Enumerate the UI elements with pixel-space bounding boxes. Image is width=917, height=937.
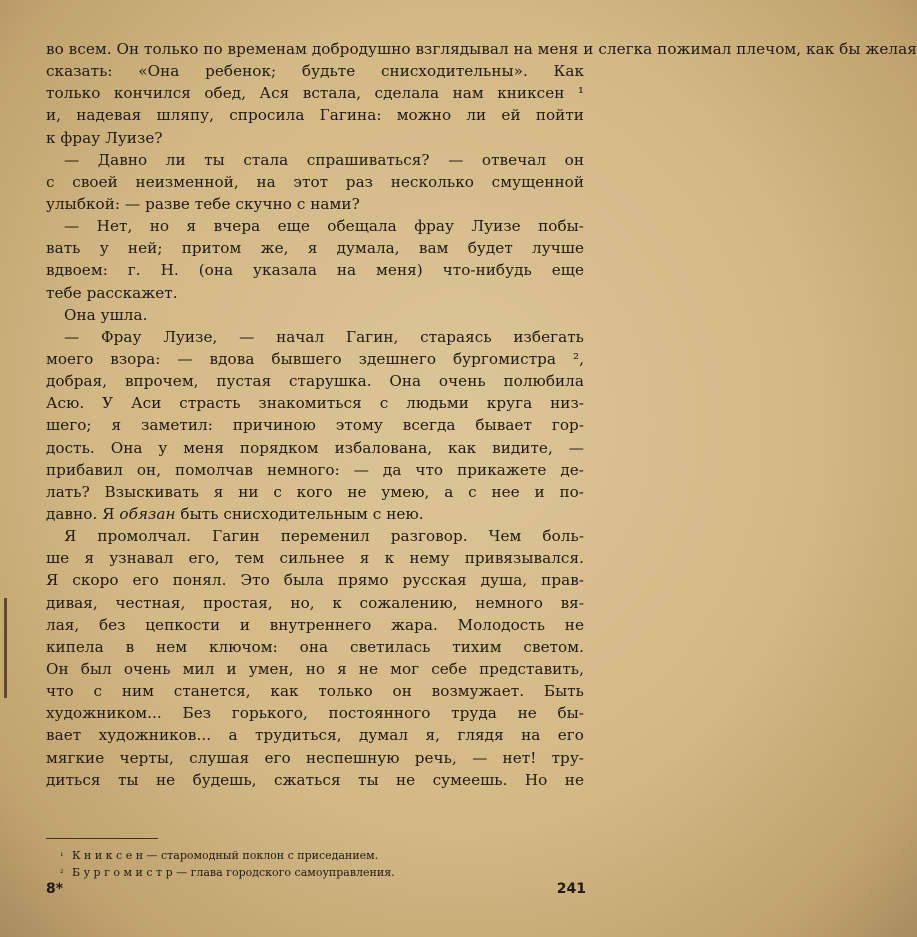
body-text: [46, 38, 917, 791]
text-line: дивая, честная, простая, но, к сожалению, немного вя-: [46, 593, 584, 612]
text-line: вдвоем: г. Н. (она указала на меня) что-нибудь еще: [46, 261, 584, 280]
text-line: лая, без цепкости и внутреннего жара. Молодость не: [46, 615, 584, 634]
text-line: улыбкой: — разве тебе скучно с нами?: [46, 194, 360, 213]
text-line: вать у ней; притом же, я думала, вам будет лучше: [46, 239, 584, 258]
text-line: Я скоро его понял. Это была прямо русская душа, прав-: [46, 571, 584, 590]
text-line: Я промолчал. Гагин переменил разговор. Чем боль-: [64, 527, 584, 546]
footnote-divider: [46, 838, 158, 839]
text-line: — Давно ли ты стала спрашиваться? — отвечал он: [64, 150, 584, 169]
text-line: — Фрау Луизе, — начал Гагин, стараясь избегать: [64, 327, 584, 346]
text-line: — Нет, но я вчера еще обещала фрау Луизе побы-: [64, 217, 584, 236]
text-line: Асю. У Аси страсть знакомиться с людьми круга низ-: [46, 394, 584, 413]
text-line: к фрау Луизе?: [46, 128, 163, 147]
footnote-2: [60, 865, 580, 882]
footnote-text: К н и к с е н — старомодный поклон с приседанием.: [72, 849, 379, 862]
footnote-mark: ¹: [60, 852, 64, 862]
text-line: лать? Взыскивать я ни с кого не умею, а с нее и по-: [46, 482, 584, 501]
page-footer: [46, 881, 586, 901]
signature-mark: 8*: [46, 881, 64, 897]
text-line: прибавил он, помолчав немного: — да что прикажете де-: [46, 460, 584, 479]
text-line: шего; я заметил: причиною этому всегда бывает гор-: [46, 416, 584, 435]
text-line: кипела в нем ключом: она светилась тихим светом.: [46, 637, 584, 656]
text-line: дость. Она у меня порядком избалована, как видите, —: [46, 438, 584, 457]
text-line: и, надевая шляпу, спросила Гагина: можно ли ей пойти: [46, 106, 584, 125]
text-line: во всем. Он только по временам добродушно взглядывал на меня и слегка пожимал плечом, как бы желая: [46, 40, 917, 58]
text-line: мягкие черты, слушая его неспешную речь, — нет! тру-: [46, 748, 584, 767]
text-line: Он был очень мил и умен, но я не мог себе представить,: [46, 659, 584, 678]
binding-edge-mark: [4, 598, 7, 698]
text-line: сказать: «Она ребенок; будьте снисходительны». Как: [46, 62, 584, 81]
text-line: добрая, впрочем, пустая старушка. Она очень полюбила: [46, 372, 584, 391]
footnotes: [60, 848, 580, 882]
page-number: 241: [556, 881, 586, 897]
text-line-emphasis: давно. Я обязан быть снисходительным с нею.: [46, 504, 424, 523]
text-line: ше я узнавал его, тем сильнее я к нему привязывался.: [46, 549, 584, 568]
text-line: диться ты не будешь, сжаться ты не сумеешь. Но не: [46, 770, 584, 789]
text-line: с своей неизменной, на этот раз несколько смущенной: [46, 172, 584, 191]
footnote-mark: ²: [60, 869, 64, 879]
text-line: Она ушла.: [64, 305, 148, 324]
footnote-1: [60, 848, 580, 865]
text-line: что с ним станется, как только он возмужает. Быть: [46, 682, 584, 701]
footnote-text: Б у р г о м и с т р — глава городского самоуправления.: [72, 866, 395, 879]
text-line: художником... Без горького, постоянного труда не бы-: [46, 704, 584, 723]
text-line: вает художников... а трудиться, думал я, глядя на его: [46, 726, 584, 745]
emphasis-obliged: обязан: [119, 504, 176, 523]
text-line: только кончился обед, Ася встала, сделала нам книксен ¹: [46, 84, 584, 103]
text-line: моего взора: — вдова бывшего здешнего бургомистра ²,: [46, 349, 584, 368]
text-line: тебе расскажет.: [46, 283, 178, 302]
